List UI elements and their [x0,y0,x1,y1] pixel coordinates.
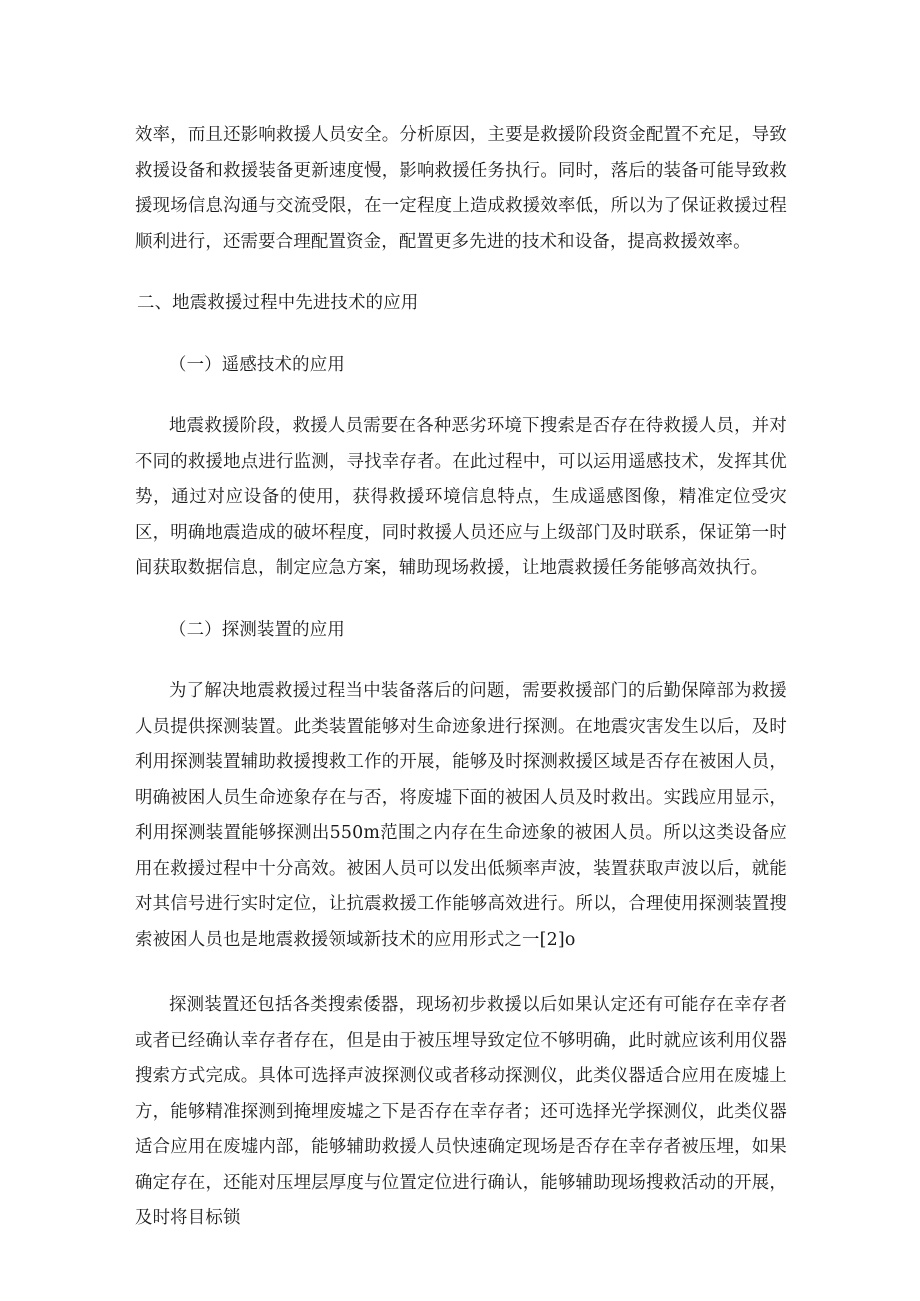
document-body [135,118,787,1237]
paragraph-detection-devices: 为了解决地震救援过程当中装备落后的问题，需要救援部门的后勤保障部为救援人员提供探测装置。此类装置能够对生命迹象进行探测。在地震灾害发生以后，及时利用探测装置辅助救援搜救工作的开展，能够及时探测救援区域是否存在被困人员，明确被困人员生命迹象存在与否，将废墟下面的被困人员及时救出。实践应用显示，利用探测装置能够探测出550m范围之内存在生命迹象的被困人员。所以这类设备应用在救援过程中十分高效。被困人员可以发出低频率声波，装置获取声波以后，就能对其信号进行实时定位，让抗震救援工作能够高效进行。所以，合理使用探测装置搜索被困人员也是地震救援领域新技术的应用形式之一[2]o [135,681,787,950]
subsection-heading-detection-devices: （二）探测装置的应用 [169,619,345,640]
paragraph-search-instruments: 探测装置还包括各类搜索倭器，现场初步救援以后如果认定还有可能存在幸存者或者已经确认幸存者存在，但是由于被压埋导致定位不够明确，此时就应该利用仪器搜索方式完成。具体可选择声波探测仪或者移动探测仪，此类仪器适合应用在废墟上方，能够精准探测到掩埋废墟之下是否存在幸存者；还可选择光学探测仪，此类仪器适合应用在废墟内部，能够辅助救援人员快速确定现场是否存在幸存者被压埋，如果确定存在，还能对压埋层厚度与位置定位进行确认，能够辅助现场搜救活动的开展，及时将目标锁 [135,995,787,1228]
paragraph-remote-sensing: 地震救援阶段，救援人员需要在各种恶劣环境下搜索是否存在待救援人员，并对不同的救援地点进行监测，寻找幸存者。在此过程中，可以运用遥感技术，发挥其优势，通过对应设备的使用，获得救援环境信息特点，生成遥感图像，精准定位受灾区，明确地震造成的破坏程度，同时救援人员还应与上级部门及时联系，保证第一时间获取数据信息，制定应急方案，辅助现场救援，让地震救援任务能够高效执行。 [135,416,787,578]
paragraph-funding-cause: 效率，而且还影响救援人员安全。分析原因，主要是救援阶段资金配置不充足，导致救援设备和救援装备更新速度慢，影响救援任务执行。同时，落后的装备可能导致救援现场信息沟通与交流受限，在一定程度上造成救援效率低，所以为了保证救援过程顺利进行，还需要合理配置资金，配置更多先进的技术和设备，提高救援效率。 [135,125,787,252]
subsection-heading-remote-sensing: （一）遥感技术的应用 [169,354,345,375]
section-heading-advanced-tech: 二、地震救援过程中先进技术的应用 [137,293,419,313]
